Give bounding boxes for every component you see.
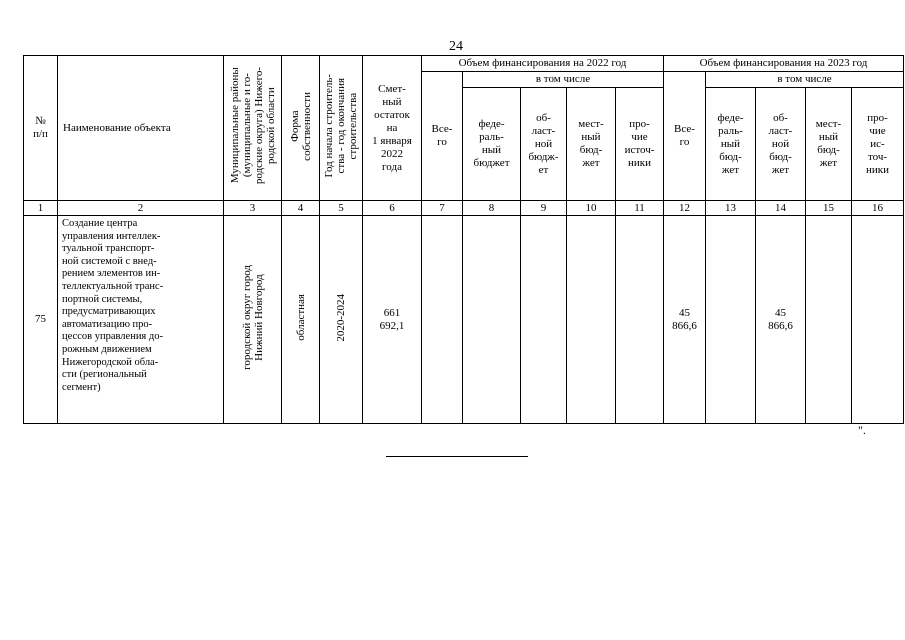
column-number: 4 bbox=[282, 201, 320, 216]
column-number: 15 bbox=[806, 201, 852, 216]
row-regional-2023-text: 45 866,6 bbox=[768, 306, 793, 332]
column-number: 1 bbox=[24, 201, 58, 216]
header-federal-2022-text: феде- раль- ный бюджет bbox=[473, 118, 510, 169]
header-ownership-text: Форма собственности bbox=[288, 91, 313, 161]
row-other-2023-cell bbox=[852, 216, 904, 424]
header-regional-2023-text: об- ласт- ной бюд- жет bbox=[768, 111, 793, 176]
header-district bbox=[224, 56, 282, 201]
row-regional-2023-cell bbox=[756, 216, 806, 424]
column-number: 7 bbox=[422, 201, 463, 216]
row-num-cell: 75 bbox=[24, 216, 58, 424]
row-years-text: 2020-2024 bbox=[335, 293, 347, 342]
header-balance bbox=[363, 56, 422, 201]
column-number: 6 bbox=[363, 201, 422, 216]
signature-line bbox=[386, 456, 528, 457]
column-number: 10 bbox=[567, 201, 616, 216]
header-num-text: № п/п bbox=[33, 115, 48, 140]
header-federal-2023-text: феде- раль- ный бюд- жет bbox=[717, 111, 744, 176]
row-district-cell bbox=[224, 216, 282, 424]
row-balance-text: 661 692,1 bbox=[379, 306, 405, 332]
row-district-text: городской округ город Нижний Новгород bbox=[240, 265, 265, 370]
header-total-2022 bbox=[422, 72, 463, 201]
header-other-2022 bbox=[616, 88, 664, 201]
header-fin-2022: Объем финансирования на 2022 год bbox=[422, 56, 664, 72]
header-name: Наименование объекта bbox=[58, 56, 224, 201]
header-years bbox=[320, 56, 363, 201]
header-incl-2022: в том числе bbox=[463, 72, 664, 88]
row-federal-2023-cell bbox=[706, 216, 756, 424]
row-local-2022-cell bbox=[567, 216, 616, 424]
column-number: 3 bbox=[224, 201, 282, 216]
header-incl-2023: в том числе bbox=[706, 72, 904, 88]
column-number: 12 bbox=[664, 201, 706, 216]
header-total-2022-text: Все- го bbox=[431, 123, 453, 148]
row-object-name: Создание центра управления интеллек- туальной транспорт- ной системой с внед- рением элементов ин- теллектуальной транс- портной системы, предусматривающих автоматизацию про- цессов управления до- рожным движением Нижегородской обла- сти (региональный сегмент) bbox=[58, 216, 224, 424]
header-fin-2023: Объем финансирования на 2023 год bbox=[664, 56, 904, 72]
row-years-cell bbox=[320, 216, 363, 424]
column-number: 5 bbox=[320, 201, 363, 216]
header-local-2022-text: мест- ный бюд- жет bbox=[578, 118, 604, 169]
closing-quote: ". bbox=[858, 423, 866, 437]
header-regional-2022-text: об- ласт- ной бюдж- ет bbox=[528, 111, 559, 176]
row-total-2023-text: 45 866,6 bbox=[672, 306, 697, 332]
header-other-2023 bbox=[852, 88, 904, 201]
row-balance-cell bbox=[363, 216, 422, 424]
row-local-2023-cell bbox=[806, 216, 852, 424]
header-other-2022-text: про- чие источ- ники bbox=[624, 118, 655, 169]
row-ownership-cell bbox=[282, 216, 320, 424]
header-district-text: Муниципальные районы (муниципальные и го- родские округа) Нижего- родской области bbox=[228, 67, 277, 185]
row-federal-2022-cell bbox=[463, 216, 521, 424]
header-local-2023 bbox=[806, 88, 852, 201]
header-ownership bbox=[282, 56, 320, 201]
header-years-text: Год начала строитель- ства - год окончания строительства bbox=[323, 74, 359, 178]
header-federal-2022 bbox=[463, 88, 521, 201]
header-balance-text: Смет- ный остаток на 1 января 2022 года bbox=[372, 82, 412, 173]
column-number: 9 bbox=[521, 201, 567, 216]
header-federal-2023 bbox=[706, 88, 756, 201]
row-other-2022-cell bbox=[616, 216, 664, 424]
column-number: 13 bbox=[706, 201, 756, 216]
header-local-2023-text: мест- ный бюд- жет bbox=[815, 118, 842, 169]
page-number: 24 bbox=[449, 39, 463, 54]
header-local-2022 bbox=[567, 88, 616, 201]
column-number: 14 bbox=[756, 201, 806, 216]
header-total-2023-text: Все- го bbox=[674, 123, 695, 148]
header-regional-2022 bbox=[521, 88, 567, 201]
header-total-2023 bbox=[664, 72, 706, 201]
column-number: 16 bbox=[852, 201, 904, 216]
row-total-2023-cell bbox=[664, 216, 706, 424]
row-regional-2022-cell bbox=[521, 216, 567, 424]
column-number: 8 bbox=[463, 201, 521, 216]
table-row bbox=[24, 216, 904, 424]
header-other-2023-text: про- чие ис- точ- ники bbox=[865, 111, 889, 176]
header-regional-2023 bbox=[756, 88, 806, 201]
column-number: 2 bbox=[58, 201, 224, 216]
financing-table bbox=[23, 55, 904, 424]
row-total-2022-cell bbox=[422, 216, 463, 424]
header-num bbox=[24, 56, 58, 201]
column-number: 11 bbox=[616, 201, 664, 216]
row-ownership-text: областная bbox=[294, 294, 307, 341]
